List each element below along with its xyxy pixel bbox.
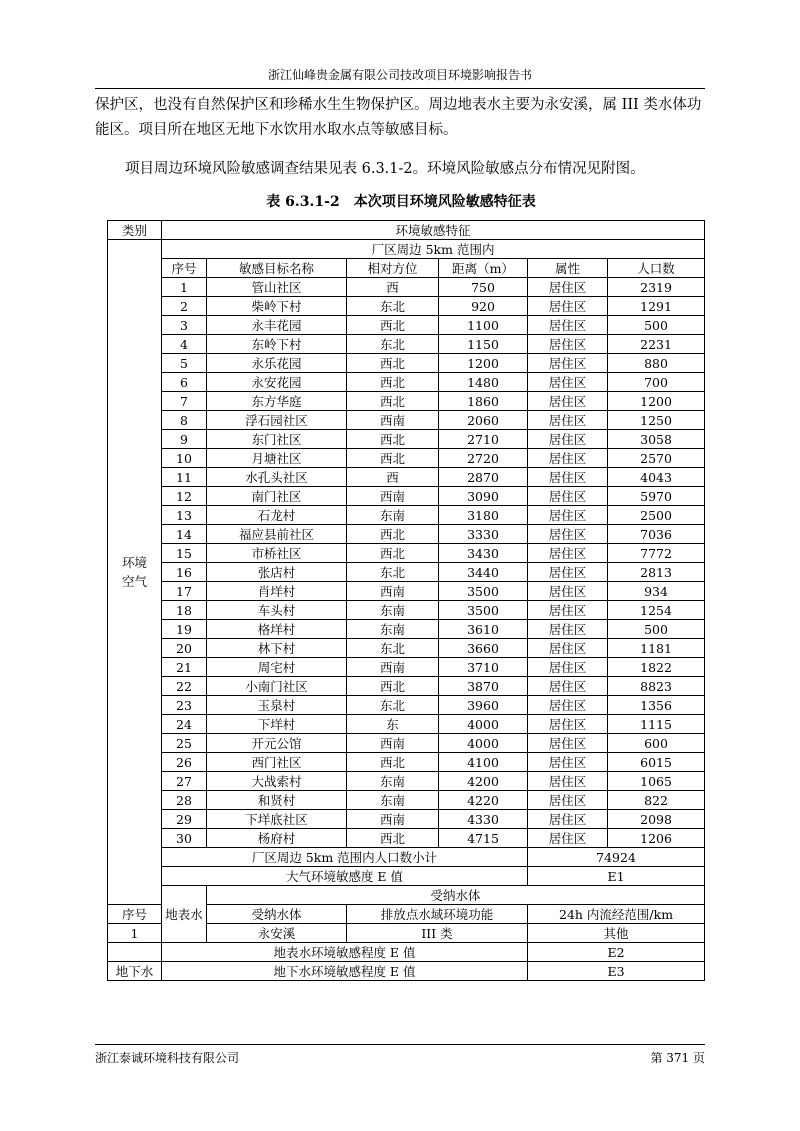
air-cell-name: 下垟村 bbox=[207, 715, 347, 734]
air-cell-name: 月塘社区 bbox=[207, 449, 347, 468]
air-cell-attribute: 居住区 bbox=[528, 639, 608, 658]
air-e-value: E1 bbox=[528, 867, 705, 886]
air-e-label: 大气环境敏感度 E 值 bbox=[162, 867, 528, 886]
air-cell-distance: 4220 bbox=[439, 791, 528, 810]
air-cell-distance: 4200 bbox=[439, 772, 528, 791]
air-cell-distance: 1480 bbox=[439, 373, 528, 392]
air-cell-attribute: 居住区 bbox=[528, 810, 608, 829]
air-cell-attribute: 居住区 bbox=[528, 278, 608, 297]
air-cell-direction: 西 bbox=[347, 468, 439, 487]
air-cell-attribute: 居住区 bbox=[528, 696, 608, 715]
air-col-attribute: 属性 bbox=[528, 259, 608, 278]
air-cell-direction: 西北 bbox=[347, 829, 439, 848]
air-cell-direction: 西南 bbox=[347, 582, 439, 601]
air-cell-name: 张店村 bbox=[207, 563, 347, 582]
air-e-row bbox=[108, 867, 705, 886]
air-cell-distance: 3090 bbox=[439, 487, 528, 506]
air-cell-population: 7772 bbox=[608, 544, 705, 563]
paragraph-2: 项目周边环境风险敏感调查结果见表 6.3.1-2。环境风险敏感点分布情况见附图。 bbox=[125, 161, 645, 177]
air-table-row bbox=[108, 658, 705, 677]
air-cell-no: 14 bbox=[162, 525, 207, 544]
air-cell-population: 1115 bbox=[608, 715, 705, 734]
paragraph-1: 保护区，也没有自然保护区和珍稀水生生物保护区。周边地表水主要为永安溪，属 III 类水体功能区。项目所在地区无地下水饮用水取水点等敏感目标。 bbox=[95, 97, 702, 138]
air-scope-row bbox=[108, 240, 705, 259]
page-footer bbox=[95, 1044, 705, 1066]
air-cell-no: 23 bbox=[162, 696, 207, 715]
air-col-name: 敏感目标名称 bbox=[207, 259, 347, 278]
air-cell-no: 30 bbox=[162, 829, 207, 848]
air-cell-attribute: 居住区 bbox=[528, 487, 608, 506]
air-cell-no: 2 bbox=[162, 297, 207, 316]
air-cell-no: 19 bbox=[162, 620, 207, 639]
air-cell-population: 8823 bbox=[608, 677, 705, 696]
air-cell-name: 下垟底社区 bbox=[207, 810, 347, 829]
sw-col-range: 24h 内流经范围/km bbox=[528, 905, 705, 924]
air-cell-no: 24 bbox=[162, 715, 207, 734]
air-cell-population: 1065 bbox=[608, 772, 705, 791]
air-table-row bbox=[108, 297, 705, 316]
air-cell-name: 林下村 bbox=[207, 639, 347, 658]
air-cell-direction: 东北 bbox=[347, 563, 439, 582]
sw-e-label: 地表水环境敏感程度 E 值 bbox=[162, 943, 528, 962]
air-table-row bbox=[108, 753, 705, 772]
air-cell-direction: 东北 bbox=[347, 696, 439, 715]
air-cell-population: 3058 bbox=[608, 430, 705, 449]
air-table-row bbox=[108, 582, 705, 601]
air-cell-no: 21 bbox=[162, 658, 207, 677]
air-cell-distance: 1200 bbox=[439, 354, 528, 373]
air-cell-attribute: 居住区 bbox=[528, 620, 608, 639]
air-cell-distance: 1100 bbox=[439, 316, 528, 335]
sw-header: 受纳水体 bbox=[207, 886, 705, 905]
air-cell-direction: 西北 bbox=[347, 354, 439, 373]
footer-company: 浙江泰诚环境科技有限公司 bbox=[95, 1051, 240, 1065]
air-cell-attribute: 居住区 bbox=[528, 658, 608, 677]
air-cell-population: 2570 bbox=[608, 449, 705, 468]
air-cell-attribute: 居住区 bbox=[528, 411, 608, 430]
air-cell-population: 1254 bbox=[608, 601, 705, 620]
air-cell-direction: 西北 bbox=[347, 525, 439, 544]
air-cell-no: 10 bbox=[162, 449, 207, 468]
air-cell-attribute: 居住区 bbox=[528, 791, 608, 810]
air-cell-name: 肖垟村 bbox=[207, 582, 347, 601]
air-cell-name: 市桥社区 bbox=[207, 544, 347, 563]
air-cell-no: 4 bbox=[162, 335, 207, 354]
air-cell-attribute: 居住区 bbox=[528, 829, 608, 848]
air-cell-population: 1206 bbox=[608, 829, 705, 848]
air-cell-direction: 西北 bbox=[347, 392, 439, 411]
sw-e-blank bbox=[108, 943, 162, 962]
air-col-population: 人口数 bbox=[608, 259, 705, 278]
air-cell-name: 西门社区 bbox=[207, 753, 347, 772]
air-table-row bbox=[108, 278, 705, 297]
page-header bbox=[95, 66, 705, 89]
air-cell-direction: 西南 bbox=[347, 734, 439, 753]
air-cell-population: 500 bbox=[608, 620, 705, 639]
air-cell-population: 2319 bbox=[608, 278, 705, 297]
air-cell-name: 浮石园社区 bbox=[207, 411, 347, 430]
air-cell-distance: 4330 bbox=[439, 810, 528, 829]
air-cell-direction: 西 bbox=[347, 278, 439, 297]
air-cell-attribute: 居住区 bbox=[528, 677, 608, 696]
air-cell-attribute: 居住区 bbox=[528, 601, 608, 620]
air-cell-no: 25 bbox=[162, 734, 207, 753]
risk-sensitivity-table bbox=[107, 220, 705, 981]
header-category: 类别 bbox=[108, 221, 162, 240]
air-cell-direction: 西北 bbox=[347, 316, 439, 335]
air-cell-name: 管山社区 bbox=[207, 278, 347, 297]
air-cell-name: 永安花园 bbox=[207, 373, 347, 392]
air-cell-no: 7 bbox=[162, 392, 207, 411]
air-cell-attribute: 居住区 bbox=[528, 734, 608, 753]
air-cell-population: 500 bbox=[608, 316, 705, 335]
air-cell-attribute: 居住区 bbox=[528, 430, 608, 449]
air-cell-population: 2500 bbox=[608, 506, 705, 525]
air-cell-direction: 东北 bbox=[347, 297, 439, 316]
air-cell-distance: 1860 bbox=[439, 392, 528, 411]
air-cell-no: 20 bbox=[162, 639, 207, 658]
air-cell-distance: 2720 bbox=[439, 449, 528, 468]
air-table-row bbox=[108, 563, 705, 582]
air-cell-distance: 4000 bbox=[439, 715, 528, 734]
air-table-row bbox=[108, 772, 705, 791]
air-table-row bbox=[108, 354, 705, 373]
air-col-no: 序号 bbox=[162, 259, 207, 278]
air-cell-attribute: 居住区 bbox=[528, 715, 608, 734]
air-cell-no: 22 bbox=[162, 677, 207, 696]
air-cell-name: 大战索村 bbox=[207, 772, 347, 791]
air-cell-population: 600 bbox=[608, 734, 705, 753]
air-cell-no: 17 bbox=[162, 582, 207, 601]
air-cell-no: 28 bbox=[162, 791, 207, 810]
air-cell-distance: 4100 bbox=[439, 753, 528, 772]
air-cell-attribute: 居住区 bbox=[528, 468, 608, 487]
air-scope: 厂区周边 5km 范围内 bbox=[162, 240, 705, 259]
air-table-row bbox=[108, 639, 705, 658]
air-cell-name: 玉泉村 bbox=[207, 696, 347, 715]
air-table-row bbox=[108, 810, 705, 829]
air-cell-distance: 4000 bbox=[439, 734, 528, 753]
air-cell-name: 福应县前社区 bbox=[207, 525, 347, 544]
air-cell-distance: 3430 bbox=[439, 544, 528, 563]
air-cell-direction: 西北 bbox=[347, 430, 439, 449]
sw-col-function: 排放点水域环境功能 bbox=[347, 905, 528, 924]
air-table-row bbox=[108, 620, 705, 639]
air-cell-direction: 西南 bbox=[347, 658, 439, 677]
air-cell-direction: 西北 bbox=[347, 373, 439, 392]
air-cell-no: 26 bbox=[162, 753, 207, 772]
air-cell-name: 石龙村 bbox=[207, 506, 347, 525]
air-cell-attribute: 居住区 bbox=[528, 563, 608, 582]
air-cell-population: 6015 bbox=[608, 753, 705, 772]
air-cell-population: 1250 bbox=[608, 411, 705, 430]
gw-e-label: 地下水环境敏感程度 E 值 bbox=[162, 962, 528, 981]
air-table-row bbox=[108, 715, 705, 734]
air-cell-distance: 3660 bbox=[439, 639, 528, 658]
air-table-row bbox=[108, 468, 705, 487]
air-cell-direction: 东北 bbox=[347, 639, 439, 658]
air-cell-distance: 750 bbox=[439, 278, 528, 297]
air-cell-distance: 3180 bbox=[439, 506, 528, 525]
air-cell-direction: 西南 bbox=[347, 487, 439, 506]
air-cell-name: 柴岭下村 bbox=[207, 297, 347, 316]
air-cell-no: 27 bbox=[162, 772, 207, 791]
air-table-row bbox=[108, 449, 705, 468]
air-cell-population: 1356 bbox=[608, 696, 705, 715]
air-cell-attribute: 居住区 bbox=[528, 449, 608, 468]
sw-e-value: E2 bbox=[528, 943, 705, 962]
air-cell-distance: 920 bbox=[439, 297, 528, 316]
air-cell-attribute: 居住区 bbox=[528, 316, 608, 335]
air-table-row bbox=[108, 373, 705, 392]
air-table-row bbox=[108, 506, 705, 525]
air-cell-population: 880 bbox=[608, 354, 705, 373]
air-cell-no: 11 bbox=[162, 468, 207, 487]
air-cell-distance: 3960 bbox=[439, 696, 528, 715]
table-header-row bbox=[108, 221, 705, 240]
air-category-label bbox=[108, 240, 162, 905]
air-subtotal-value: 74924 bbox=[528, 848, 705, 867]
air-cell-distance: 1150 bbox=[439, 335, 528, 354]
air-cell-population: 700 bbox=[608, 373, 705, 392]
air-cell-name: 南门社区 bbox=[207, 487, 347, 506]
air-cell-attribute: 居住区 bbox=[528, 335, 608, 354]
air-table-row bbox=[108, 544, 705, 563]
gw-e-value: E3 bbox=[528, 962, 705, 981]
air-table-row bbox=[108, 411, 705, 430]
air-cell-name: 格垟村 bbox=[207, 620, 347, 639]
air-cell-name: 永乐花园 bbox=[207, 354, 347, 373]
air-cell-direction: 西南 bbox=[347, 810, 439, 829]
air-cell-attribute: 居住区 bbox=[528, 392, 608, 411]
gw-e-row bbox=[108, 962, 705, 981]
table-caption: 表 6.3.1-2 本次项目环境风险敏感特征表 bbox=[266, 194, 536, 210]
air-cell-distance: 3610 bbox=[439, 620, 528, 639]
air-cell-population: 2813 bbox=[608, 563, 705, 582]
footer-page-number: 第 371 页 bbox=[650, 1051, 705, 1065]
header-feature: 环境敏感特征 bbox=[162, 221, 705, 240]
air-cell-attribute: 居住区 bbox=[528, 544, 608, 563]
air-table-row bbox=[108, 487, 705, 506]
air-cell-direction: 东南 bbox=[347, 772, 439, 791]
sw-cell-no: 1 bbox=[108, 924, 162, 943]
air-cell-population: 5970 bbox=[608, 487, 705, 506]
air-cell-direction: 西南 bbox=[347, 411, 439, 430]
air-cell-no: 5 bbox=[162, 354, 207, 373]
air-cell-direction: 东南 bbox=[347, 601, 439, 620]
sw-cell-function: III 类 bbox=[347, 924, 528, 943]
air-cell-name: 和贤村 bbox=[207, 791, 347, 810]
air-cell-population: 1291 bbox=[608, 297, 705, 316]
air-cell-attribute: 居住区 bbox=[528, 506, 608, 525]
air-cell-direction: 西北 bbox=[347, 677, 439, 696]
air-col-distance: 距离（m） bbox=[439, 259, 528, 278]
air-cell-population: 1200 bbox=[608, 392, 705, 411]
sw-col-water: 受纳水体 bbox=[207, 905, 347, 924]
air-cell-attribute: 居住区 bbox=[528, 772, 608, 791]
air-cell-population: 2231 bbox=[608, 335, 705, 354]
air-cell-name: 周宅村 bbox=[207, 658, 347, 677]
air-cell-population: 934 bbox=[608, 582, 705, 601]
air-table-row bbox=[108, 430, 705, 449]
air-table-row bbox=[108, 829, 705, 848]
air-cell-direction: 东北 bbox=[347, 335, 439, 354]
air-cell-attribute: 居住区 bbox=[528, 582, 608, 601]
sw-category-label: 地表水 bbox=[162, 886, 207, 943]
sw-header-row bbox=[108, 886, 705, 905]
air-cell-name: 东岭下村 bbox=[207, 335, 347, 354]
air-cell-name: 永丰花园 bbox=[207, 316, 347, 335]
air-cell-name: 水孔头社区 bbox=[207, 468, 347, 487]
air-cell-attribute: 居住区 bbox=[528, 373, 608, 392]
air-cell-distance: 2870 bbox=[439, 468, 528, 487]
air-cell-distance: 3500 bbox=[439, 582, 528, 601]
air-cell-name: 车头村 bbox=[207, 601, 347, 620]
air-cell-no: 6 bbox=[162, 373, 207, 392]
air-cell-name: 杨府村 bbox=[207, 829, 347, 848]
air-cell-population: 1822 bbox=[608, 658, 705, 677]
air-cell-distance: 3330 bbox=[439, 525, 528, 544]
air-cell-population: 4043 bbox=[608, 468, 705, 487]
air-cell-distance: 3870 bbox=[439, 677, 528, 696]
air-table-row bbox=[108, 677, 705, 696]
air-cell-name: 小南门社区 bbox=[207, 677, 347, 696]
air-cell-attribute: 居住区 bbox=[528, 753, 608, 772]
air-cell-distance: 2710 bbox=[439, 430, 528, 449]
air-cell-direction: 东 bbox=[347, 715, 439, 734]
sw-col-no: 序号 bbox=[108, 905, 162, 924]
air-cell-no: 12 bbox=[162, 487, 207, 506]
air-cell-direction: 东南 bbox=[347, 620, 439, 639]
air-cell-attribute: 居住区 bbox=[528, 525, 608, 544]
air-cell-no: 13 bbox=[162, 506, 207, 525]
air-col-direction: 相对方位 bbox=[347, 259, 439, 278]
air-cell-no: 16 bbox=[162, 563, 207, 582]
air-cell-distance: 3710 bbox=[439, 658, 528, 677]
air-cell-population: 822 bbox=[608, 791, 705, 810]
air-subtotal-label: 厂区周边 5km 范围内人口数小计 bbox=[162, 848, 528, 867]
air-cell-direction: 东南 bbox=[347, 506, 439, 525]
air-subtotal-row bbox=[108, 848, 705, 867]
sw-cell-range: 其他 bbox=[528, 924, 705, 943]
air-table-row bbox=[108, 601, 705, 620]
air-cell-attribute: 居住区 bbox=[528, 354, 608, 373]
air-cell-name: 东方华庭 bbox=[207, 392, 347, 411]
air-cell-no: 18 bbox=[162, 601, 207, 620]
air-cell-no: 9 bbox=[162, 430, 207, 449]
gw-category-label: 地下水 bbox=[108, 962, 162, 981]
air-table-row bbox=[108, 316, 705, 335]
air-cell-distance: 2060 bbox=[439, 411, 528, 430]
air-cell-direction: 西北 bbox=[347, 753, 439, 772]
air-table-row bbox=[108, 392, 705, 411]
air-cell-population: 7036 bbox=[608, 525, 705, 544]
air-cell-direction: 东南 bbox=[347, 791, 439, 810]
air-cell-no: 29 bbox=[162, 810, 207, 829]
air-cell-direction: 西北 bbox=[347, 544, 439, 563]
sw-cell-water: 永安溪 bbox=[207, 924, 347, 943]
air-cell-distance: 3500 bbox=[439, 601, 528, 620]
air-cell-no: 3 bbox=[162, 316, 207, 335]
air-cell-no: 15 bbox=[162, 544, 207, 563]
air-column-header-row bbox=[108, 259, 705, 278]
air-table-row bbox=[108, 525, 705, 544]
air-cell-population: 1181 bbox=[608, 639, 705, 658]
air-cell-name: 东门社区 bbox=[207, 430, 347, 449]
air-cell-name: 开元公馆 bbox=[207, 734, 347, 753]
sw-e-row bbox=[108, 943, 705, 962]
header-title: 浙江仙峰贵金属有限公司技改项目环境影响报告书 bbox=[267, 68, 532, 82]
air-table-row bbox=[108, 791, 705, 810]
air-cell-direction: 西北 bbox=[347, 449, 439, 468]
air-cell-no: 1 bbox=[162, 278, 207, 297]
air-cell-distance: 3440 bbox=[439, 563, 528, 582]
air-table-row bbox=[108, 734, 705, 753]
air-table-row bbox=[108, 696, 705, 715]
air-cell-attribute: 居住区 bbox=[528, 297, 608, 316]
air-cell-distance: 4715 bbox=[439, 829, 528, 848]
air-cell-population: 2098 bbox=[608, 810, 705, 829]
air-cell-no: 8 bbox=[162, 411, 207, 430]
air-category-text: 环境空气 bbox=[121, 555, 147, 589]
air-table-row bbox=[108, 335, 705, 354]
